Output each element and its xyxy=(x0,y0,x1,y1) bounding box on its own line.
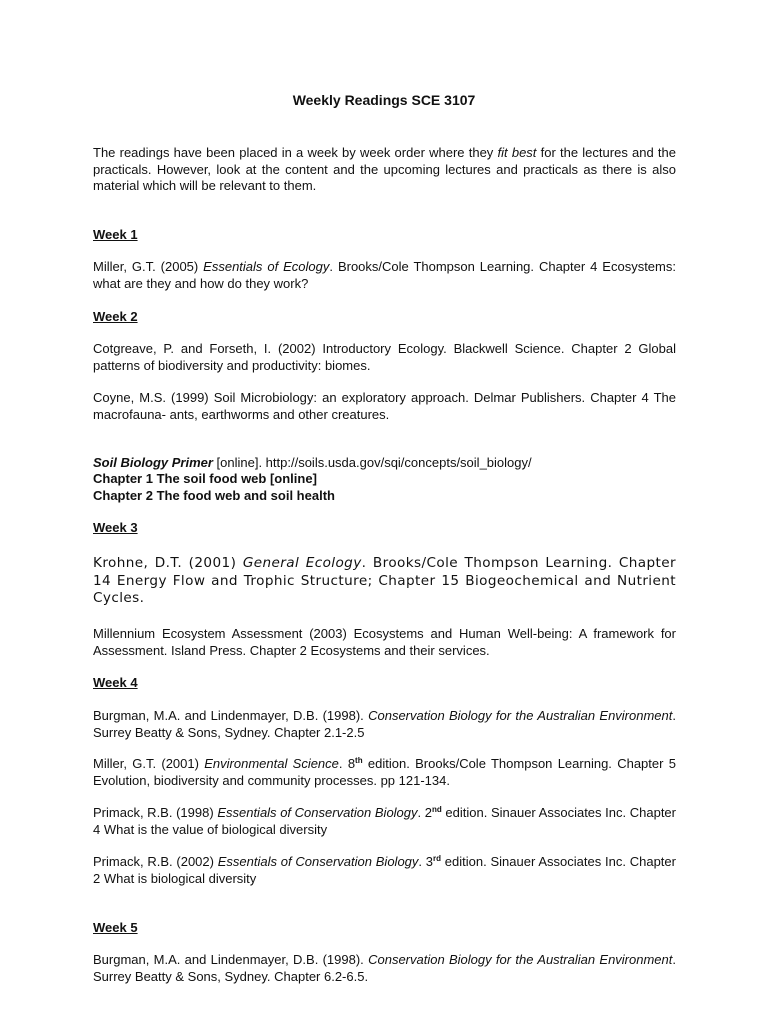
ref-author: Miller, G.T. (2001) xyxy=(93,756,205,771)
reference-primack-2002 xyxy=(93,854,676,887)
intro-text: The readings have been placed in a week by week order where they xyxy=(93,145,498,160)
ref-book-title: Essentials of Conservation Biology xyxy=(217,854,419,869)
ref-edition: . 8 xyxy=(338,756,356,771)
intro-text-end: for the lectures and the practicals. However, look at the content and the upcoming lectures and practicals as there is also material which will be relevant to them. xyxy=(93,145,676,193)
reference-burgman-1998-a xyxy=(93,708,676,741)
ref-details: edition. Sinauer Associates Inc. Chapter 2 What is biological diversity xyxy=(93,854,676,886)
ref-text: Cotgreave, P. and Forseth, I. (2002) Introductory Ecology. Blackwell Science. Chapter 2 Global patterns of biodiversity and productivity: biomes. xyxy=(93,341,676,373)
ref-author: Miller, G.T. (2005) xyxy=(93,259,204,274)
ref-details: . Surrey Beatty & Sons, Sydney. Chapter 2.1-2.5 xyxy=(93,708,676,740)
reference-cotgreave-2002 xyxy=(93,341,676,374)
intro-emphasis: fit best xyxy=(497,145,537,160)
ref-author: Primack, R.B. (2002) xyxy=(93,854,218,869)
ref-book-title: General Ecology xyxy=(242,555,362,571)
reference-krohne-2001 xyxy=(93,555,676,608)
week-4-heading: Week 4 xyxy=(93,675,138,690)
ref-book-title: Conservation Biology for the Australian Environment xyxy=(368,708,673,723)
ref-book-title: Soil Biology Primer xyxy=(93,455,213,470)
ref-author: Burgman, M.A. and Lindenmayer, D.B. (1998). xyxy=(93,708,369,723)
week-5-heading: Week 5 xyxy=(93,920,138,935)
week-2-heading: Week 2 xyxy=(93,309,138,324)
primer-chapter-1: Chapter 1 The soil food web [online] xyxy=(93,471,317,486)
ref-edition-suffix: rd xyxy=(433,854,442,863)
reference-miller-2005 xyxy=(93,259,676,292)
reference-burgman-1998-b xyxy=(93,952,676,985)
primer-chapter-2: Chapter 2 The food web and soil health xyxy=(93,488,335,503)
reference-soil-biology-primer xyxy=(93,455,676,472)
week-1-heading: Week 1 xyxy=(93,227,138,242)
ref-text: Millennium Ecosystem Assessment (2003) Ecosystems and Human Well-being: A framework for Assessment. Island Press. Chapter 2 Ecosystems and their services. xyxy=(93,626,676,658)
ref-author: Primack, R.B. (1998) xyxy=(93,805,218,820)
ref-details: . Surrey Beatty & Sons, Sydney. Chapter 6.2-6.5. xyxy=(93,952,676,984)
document-title: Weekly Readings SCE 3107 xyxy=(292,92,476,108)
ref-book-title: Essentials of Conservation Biology xyxy=(217,805,418,820)
ref-edition: . 3 xyxy=(418,854,434,869)
ref-details: . Brooks/Cole Thompson Learning. Chapter 14 Energy Flow and Trophic Structure; Chapter 15 Biogeochemical and Nutrient Cycles. xyxy=(93,555,676,606)
ref-author: Krohne, D.T. (2001) xyxy=(93,555,243,571)
week-3-heading: Week 3 xyxy=(93,520,138,535)
ref-text: Coyne, M.S. (1999) Soil Microbiology: an exploratory approach. Delmar Publishers. Chapter 4 The macrofauna- ants, earthworms and other creatures. xyxy=(93,390,676,422)
ref-book-title: Conservation Biology for the Australian Environment xyxy=(368,952,673,967)
reference-millennium-assessment xyxy=(93,626,676,659)
ref-book-title: Environmental Science xyxy=(204,756,339,771)
reference-coyne-1999 xyxy=(93,390,676,423)
ref-book-title: Essentials of Ecology xyxy=(203,259,330,274)
intro-paragraph xyxy=(93,145,676,195)
ref-url: [online]. http://soils.usda.gov/sqi/concepts/soil_biology/ xyxy=(212,455,532,470)
reference-primack-1998 xyxy=(93,805,676,838)
ref-edition-suffix: nd xyxy=(432,805,442,814)
ref-edition: . 2 xyxy=(417,805,432,820)
ref-details: edition. Sinauer Associates Inc. Chapter 4 What is the value of biological diversity xyxy=(93,805,676,837)
reference-miller-2001 xyxy=(93,756,676,789)
ref-author: Burgman, M.A. and Lindenmayer, D.B. (1998). xyxy=(93,952,369,967)
ref-details: edition. Brooks/Cole Thompson Learning. Chapter 5 Evolution, biodiversity and community processes. pp 121-134. xyxy=(93,756,676,788)
ref-details: . Brooks/Cole Thompson Learning. Chapter 4 Ecosystems: what are they and how do they work? xyxy=(93,259,676,291)
ref-edition-suffix: th xyxy=(355,756,363,765)
